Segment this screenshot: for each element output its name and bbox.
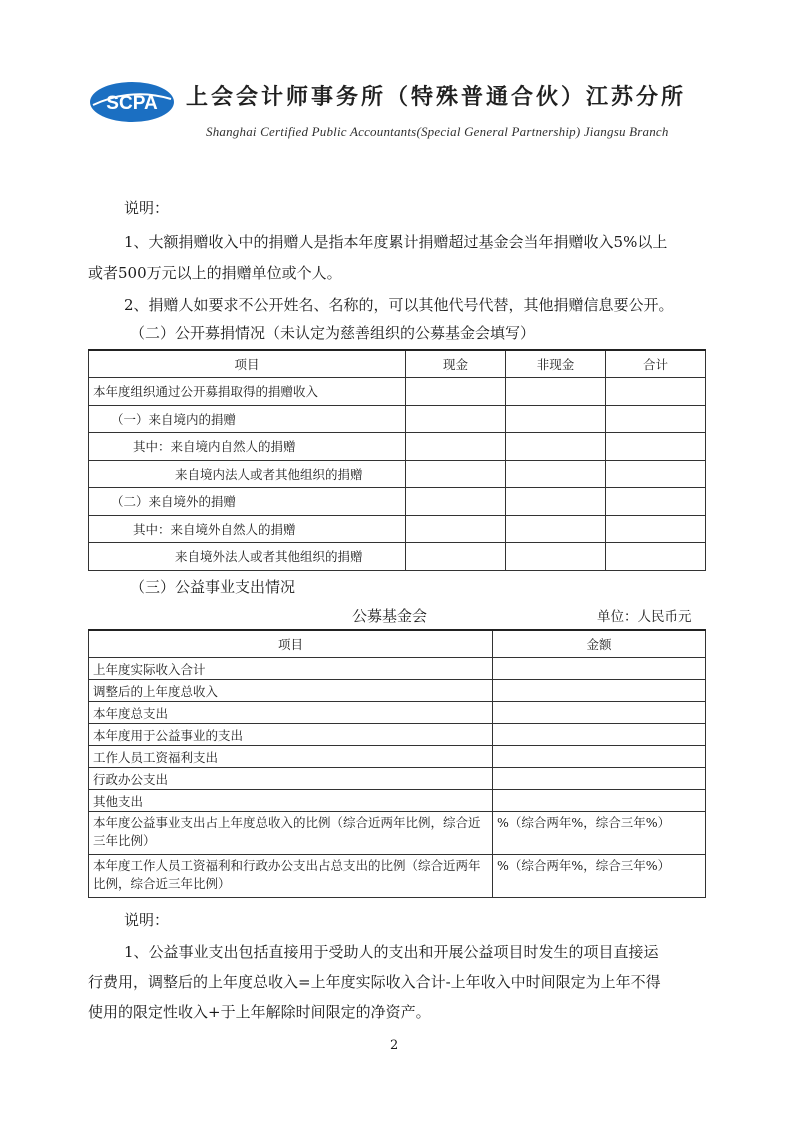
table-row bbox=[89, 812, 706, 855]
row-label: 调整后的上年度总收入 bbox=[89, 680, 493, 702]
cell-non-cash bbox=[506, 433, 606, 461]
table-row bbox=[89, 488, 706, 516]
public-welfare-expenditure-table bbox=[88, 629, 706, 898]
cell-cash bbox=[406, 433, 506, 461]
cell-cash bbox=[406, 460, 506, 488]
row-label: 本年度工作人员工资福利和行政办公支出占总支出的比例（综合近两年比例，综合近三年比例） bbox=[89, 855, 493, 898]
table-row bbox=[89, 405, 706, 433]
firm-name-en: Shanghai Certified Public Accountants(Special General Partnership) Jiangsu Branch bbox=[206, 124, 669, 139]
cell-non-cash bbox=[506, 488, 606, 516]
header-non-cash: 非现金 bbox=[506, 350, 606, 378]
header-total: 合计 bbox=[606, 350, 706, 378]
table-row bbox=[89, 515, 706, 543]
table-row bbox=[89, 790, 706, 812]
cell-amount bbox=[493, 724, 706, 746]
row-label: 其他支出 bbox=[89, 790, 493, 812]
public-fundraising-table bbox=[88, 349, 706, 571]
cell-amount bbox=[493, 702, 706, 724]
cell-cash bbox=[406, 378, 506, 406]
notes1-title: 说明： bbox=[124, 199, 170, 217]
notes1-item2: 2、捐赠人如要求不公开姓名、名称的，可以其他代号代替，其他捐赠信息要公开。 bbox=[124, 296, 674, 314]
notes2-item1-line3: 使用的限定性收入+于上年解除时间限定的净资产。 bbox=[88, 1003, 431, 1021]
cell-total bbox=[606, 460, 706, 488]
row-label: 本年度组织通过公开募捐取得的捐赠收入 bbox=[89, 378, 406, 406]
cell-total bbox=[606, 433, 706, 461]
cell-total bbox=[606, 515, 706, 543]
header-amount: 金额 bbox=[493, 630, 706, 658]
cell-amount bbox=[493, 680, 706, 702]
cell-non-cash bbox=[506, 378, 606, 406]
table-caption: 公募基金会 bbox=[352, 607, 428, 625]
header-item: 项目 bbox=[89, 630, 493, 658]
section3-title: （三）公益事业支出情况 bbox=[130, 578, 296, 596]
cell-amount bbox=[493, 658, 706, 680]
table-row bbox=[89, 724, 706, 746]
cell-total bbox=[606, 378, 706, 406]
notes2-item1-line1: 1、公益事业支出包括直接用于受助人的支出和开展公益项目时发生的项目直接运 bbox=[124, 943, 659, 961]
unit-label: 单位：人民币元 bbox=[597, 609, 692, 625]
cell-cash bbox=[406, 405, 506, 433]
table-row bbox=[89, 702, 706, 724]
row-label: 来自境内法人或者其他组织的捐赠 bbox=[89, 460, 406, 488]
section2-title: （二）公开募捐情况（未认定为慈善组织的公募基金会填写） bbox=[130, 324, 536, 342]
table-row bbox=[89, 460, 706, 488]
row-label: 其中：来自境内自然人的捐赠 bbox=[89, 433, 406, 461]
cell-total bbox=[606, 543, 706, 571]
table-row bbox=[89, 768, 706, 790]
notes2-title: 说明： bbox=[124, 911, 170, 929]
logo-text: SCPA bbox=[106, 93, 158, 114]
cell-amount bbox=[493, 746, 706, 768]
cell-non-cash bbox=[506, 460, 606, 488]
cell-non-cash bbox=[506, 515, 606, 543]
row-label: （一）来自境内的捐赠 bbox=[89, 405, 406, 433]
cell-amount bbox=[493, 768, 706, 790]
scpa-logo bbox=[89, 81, 175, 123]
row-label: 来自境外法人或者其他组织的捐赠 bbox=[89, 543, 406, 571]
row-label: 本年度总支出 bbox=[89, 702, 493, 724]
row-label: 行政办公支出 bbox=[89, 768, 493, 790]
header-item: 项目 bbox=[89, 350, 406, 378]
row-label: 其中：来自境外自然人的捐赠 bbox=[89, 515, 406, 543]
notes2-item1-line2: 行费用，调整后的上年度总收入=上年度实际收入合计-上年收入中时间限定为上年不得 bbox=[88, 973, 661, 991]
cell-amount: %（综合两年%，综合三年%） bbox=[493, 812, 706, 855]
firm-name-cn: 上会会计师事务所（特殊普通合伙）江苏分所 bbox=[186, 85, 687, 110]
table-row bbox=[89, 658, 706, 680]
cell-non-cash bbox=[506, 405, 606, 433]
cell-total bbox=[606, 405, 706, 433]
header-cash: 现金 bbox=[406, 350, 506, 378]
cell-amount bbox=[493, 790, 706, 812]
row-label: 工作人员工资福利支出 bbox=[89, 746, 493, 768]
row-label: （二）来自境外的捐赠 bbox=[89, 488, 406, 516]
table-row bbox=[89, 543, 706, 571]
table-header-row bbox=[89, 350, 706, 378]
table-row bbox=[89, 680, 706, 702]
cell-cash bbox=[406, 543, 506, 571]
notes1-item1-line1: 1、大额捐赠收入中的捐赠人是指本年度累计捐赠超过基金会当年捐赠收入5%以上 bbox=[124, 233, 668, 251]
notes1-item1-line2: 或者500万元以上的捐赠单位或个人。 bbox=[88, 264, 342, 282]
row-label: 本年度用于公益事业的支出 bbox=[89, 724, 493, 746]
table-row bbox=[89, 746, 706, 768]
table-header-row bbox=[89, 630, 706, 658]
table-row bbox=[89, 855, 706, 898]
table-row bbox=[89, 378, 706, 406]
cell-amount: %（综合两年%，综合三年%） bbox=[493, 855, 706, 898]
cell-cash bbox=[406, 515, 506, 543]
cell-cash bbox=[406, 488, 506, 516]
table-row bbox=[89, 433, 706, 461]
page-number: 2 bbox=[390, 1038, 399, 1053]
cell-total bbox=[606, 488, 706, 516]
row-label: 本年度公益事业支出占上年度总收入的比例（综合近两年比例，综合近三年比例） bbox=[89, 812, 493, 855]
row-label: 上年度实际收入合计 bbox=[89, 658, 493, 680]
cell-non-cash bbox=[506, 543, 606, 571]
